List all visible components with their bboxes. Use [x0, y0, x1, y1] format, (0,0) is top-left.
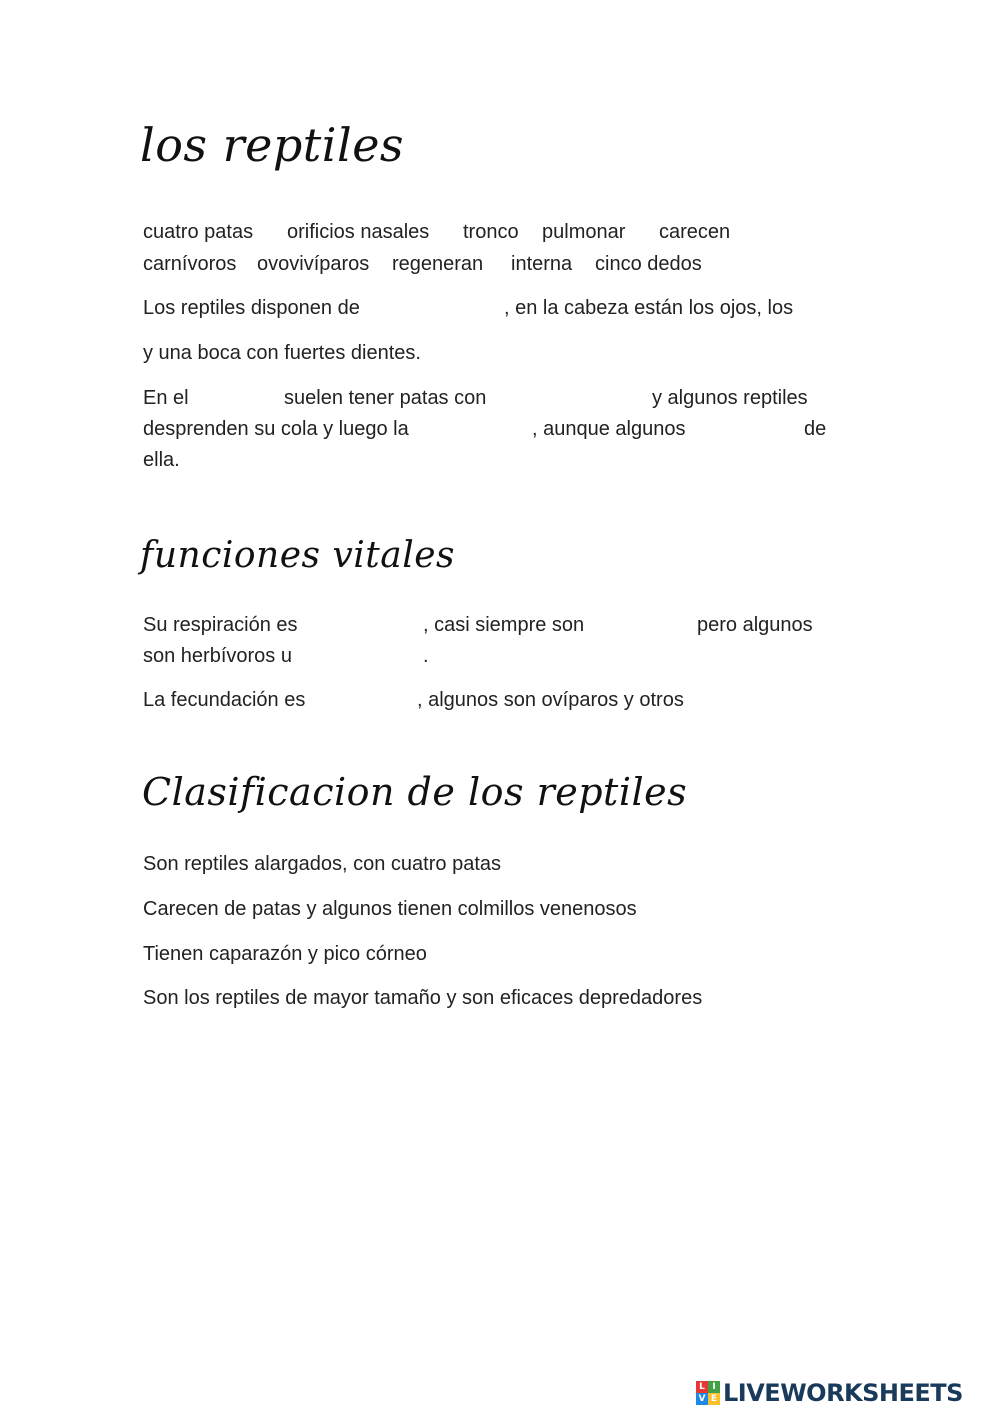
liveworksheets-logo-icon: [696, 1381, 720, 1405]
paragraph-text: ella.: [143, 449, 180, 471]
answer-blank[interactable]: [700, 416, 795, 444]
answer-blank[interactable]: [702, 687, 822, 715]
logo-letter: I: [708, 1381, 720, 1393]
word-bank-item[interactable]: interna: [511, 253, 573, 275]
paragraph-text: La fecundación es: [143, 689, 306, 711]
word-bank-item[interactable]: pulmonar: [542, 221, 626, 243]
answer-blank[interactable]: [308, 612, 418, 640]
liveworksheets-logo: [696, 1376, 963, 1410]
answer-blank[interactable]: [805, 295, 835, 323]
word-bank-item[interactable]: cinco dedos: [595, 253, 702, 275]
classification-item: Tienen caparazón y pico córneo: [143, 943, 427, 965]
paragraph-text: , algunos son ovíparos y otros: [417, 689, 684, 711]
paragraph-text: Su respiración es: [143, 614, 298, 636]
section-title-clasificacion: Clasificacion de los reptiles: [142, 770, 688, 814]
answer-blank[interactable]: [540, 851, 680, 879]
answer-blank[interactable]: [318, 687, 413, 715]
word-bank-item[interactable]: cuatro patas: [143, 221, 254, 243]
answer-blank[interactable]: [745, 985, 865, 1013]
paragraph-text: , en la cabeza están los ojos, los: [504, 297, 794, 319]
paragraph-text: y algunos reptiles: [652, 387, 808, 409]
paragraph-text: .: [423, 645, 429, 667]
paragraph-text: desprenden su cola y luego la: [143, 418, 409, 440]
paragraph-text: En el: [143, 387, 189, 409]
word-bank-item[interactable]: carnívoros: [143, 253, 237, 275]
answer-blank[interactable]: [675, 896, 815, 924]
answer-blank[interactable]: [505, 385, 645, 413]
classification-item: Son los reptiles de mayor tamaño y son eficaces depredadores: [143, 987, 703, 1009]
answer-blank[interactable]: [306, 643, 418, 671]
paragraph-text: pero algunos: [697, 614, 813, 636]
answer-blank[interactable]: [460, 941, 600, 969]
logo-letter: E: [708, 1393, 720, 1405]
paragraph-text: suelen tener patas con: [284, 387, 487, 409]
word-bank-item[interactable]: regeneran: [392, 253, 484, 275]
classification-item: Son reptiles alargados, con cuatro patas: [143, 853, 501, 875]
word-bank-item[interactable]: orificios nasales: [287, 221, 430, 243]
answer-blank[interactable]: [597, 612, 689, 640]
paragraph-text: Los reptiles disponen de: [143, 297, 360, 319]
paragraph-text: de: [804, 418, 827, 440]
brand-text: LIVEWORKSHEETS: [723, 1379, 963, 1407]
section-title-reptiles: los reptiles: [140, 118, 405, 172]
paragraph-text: , casi siempre son: [423, 614, 585, 636]
section-title-funciones: funciones vitales: [140, 535, 456, 576]
paragraph-text: y una boca con fuertes dientes.: [143, 342, 421, 364]
paragraph-text: , aunque algunos: [532, 418, 686, 440]
answer-blank[interactable]: [195, 385, 277, 413]
answer-blank[interactable]: [143, 325, 323, 337]
paragraph-text: son herbívoros u: [143, 645, 292, 667]
word-bank-item[interactable]: tronco: [463, 221, 519, 243]
answer-blank[interactable]: [426, 416, 526, 444]
word-bank-item[interactable]: ovovivíparos: [257, 253, 370, 275]
logo-letter: L: [696, 1381, 708, 1393]
word-bank-item[interactable]: carecen: [659, 221, 731, 243]
answer-blank[interactable]: [375, 295, 500, 323]
logo-letter: V: [696, 1393, 708, 1405]
classification-item: Carecen de patas y algunos tienen colmillos venenosos: [143, 898, 637, 920]
